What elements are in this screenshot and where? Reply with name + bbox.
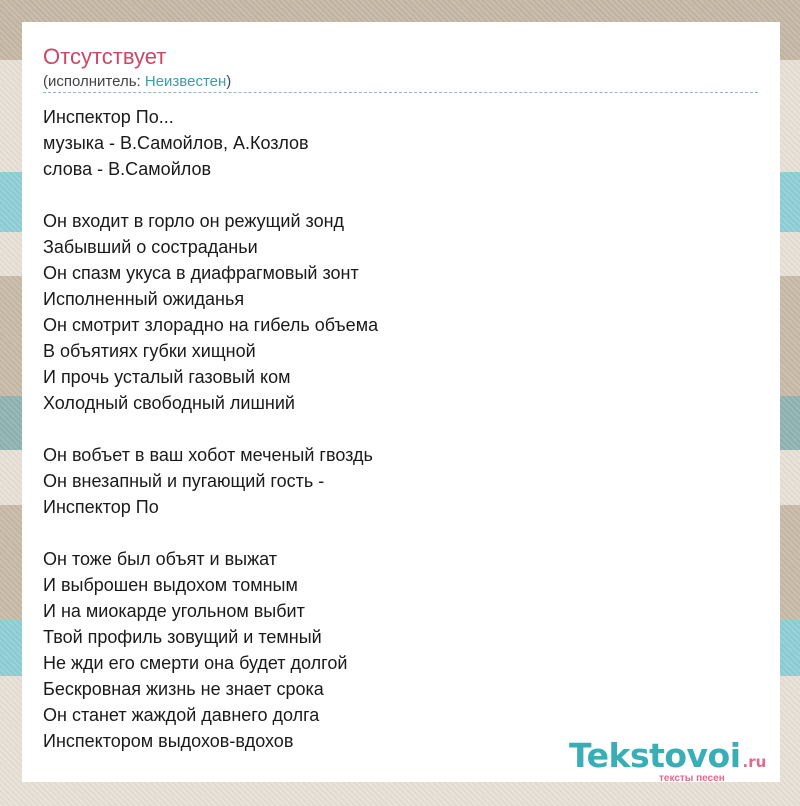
song-title: Отсутствует (43, 44, 167, 69)
lyric-line: И выброшен выдохом томным (43, 575, 298, 595)
lyric-line: Он вобъет в ваш хобот меченый гвоздь (43, 445, 373, 465)
lyric-line: Холодный свободный лишний (43, 393, 295, 413)
lyric-line: Забывший о состраданьи (43, 237, 258, 257)
lyric-line: В объятиях губки хищной (43, 341, 256, 361)
lyric-line: Исполненный ожиданья (43, 289, 245, 309)
artist-suffix: ) (226, 73, 232, 90)
lyrics-text (43, 104, 758, 754)
lyric-blank-line (43, 182, 758, 208)
lyric-line: Инспектор По (43, 497, 159, 517)
artist-prefix: (исполнитель: (43, 73, 145, 90)
lyric-line: Он входит в горло он режущий зонд (43, 211, 345, 231)
logo-name: Tekstovoi (569, 736, 741, 775)
lyric-line: Он внезапный и пугающий гость - (43, 471, 325, 491)
artist-link[interactable]: Неизвестен (144, 73, 227, 90)
lyric-line: Он смотрит злорадно на гибель объема (43, 315, 379, 335)
logo-tld: .ru (742, 753, 767, 771)
logo-tagline: тексты песен (659, 773, 725, 784)
lyric-blank-line (43, 416, 758, 442)
lyric-line: И прочь усталый газовый ком (43, 367, 291, 387)
lyric-line: Не жди его смерти она будет долгой (43, 653, 348, 673)
lyric-blank-line (43, 520, 758, 546)
lyric-line: Бескровная жизнь не знает срока (43, 679, 324, 699)
lyric-line: Инспектор По... (43, 107, 174, 127)
site-logo[interactable] (569, 736, 774, 786)
lyric-line: слова - В.Самойлов (43, 159, 212, 179)
lyric-line: И на миокарде угольном выбит (43, 601, 305, 621)
artist-line (43, 73, 231, 91)
title-divider (43, 92, 758, 93)
lyric-line: музыка - В.Самойлов, А.Козлов (43, 133, 309, 153)
lyric-line: Твой профиль зовущий и темный (43, 627, 322, 647)
lyric-line: Он станет жаждой давнего долга (43, 705, 320, 725)
lyric-line: Он тоже был объят и выжат (43, 549, 278, 569)
lyric-line: Инспектором выдохов-вдохов (43, 731, 294, 751)
lyric-line: Он спазм укуса в диафрагмовый зонт (43, 263, 359, 283)
lyrics-card (22, 22, 780, 782)
